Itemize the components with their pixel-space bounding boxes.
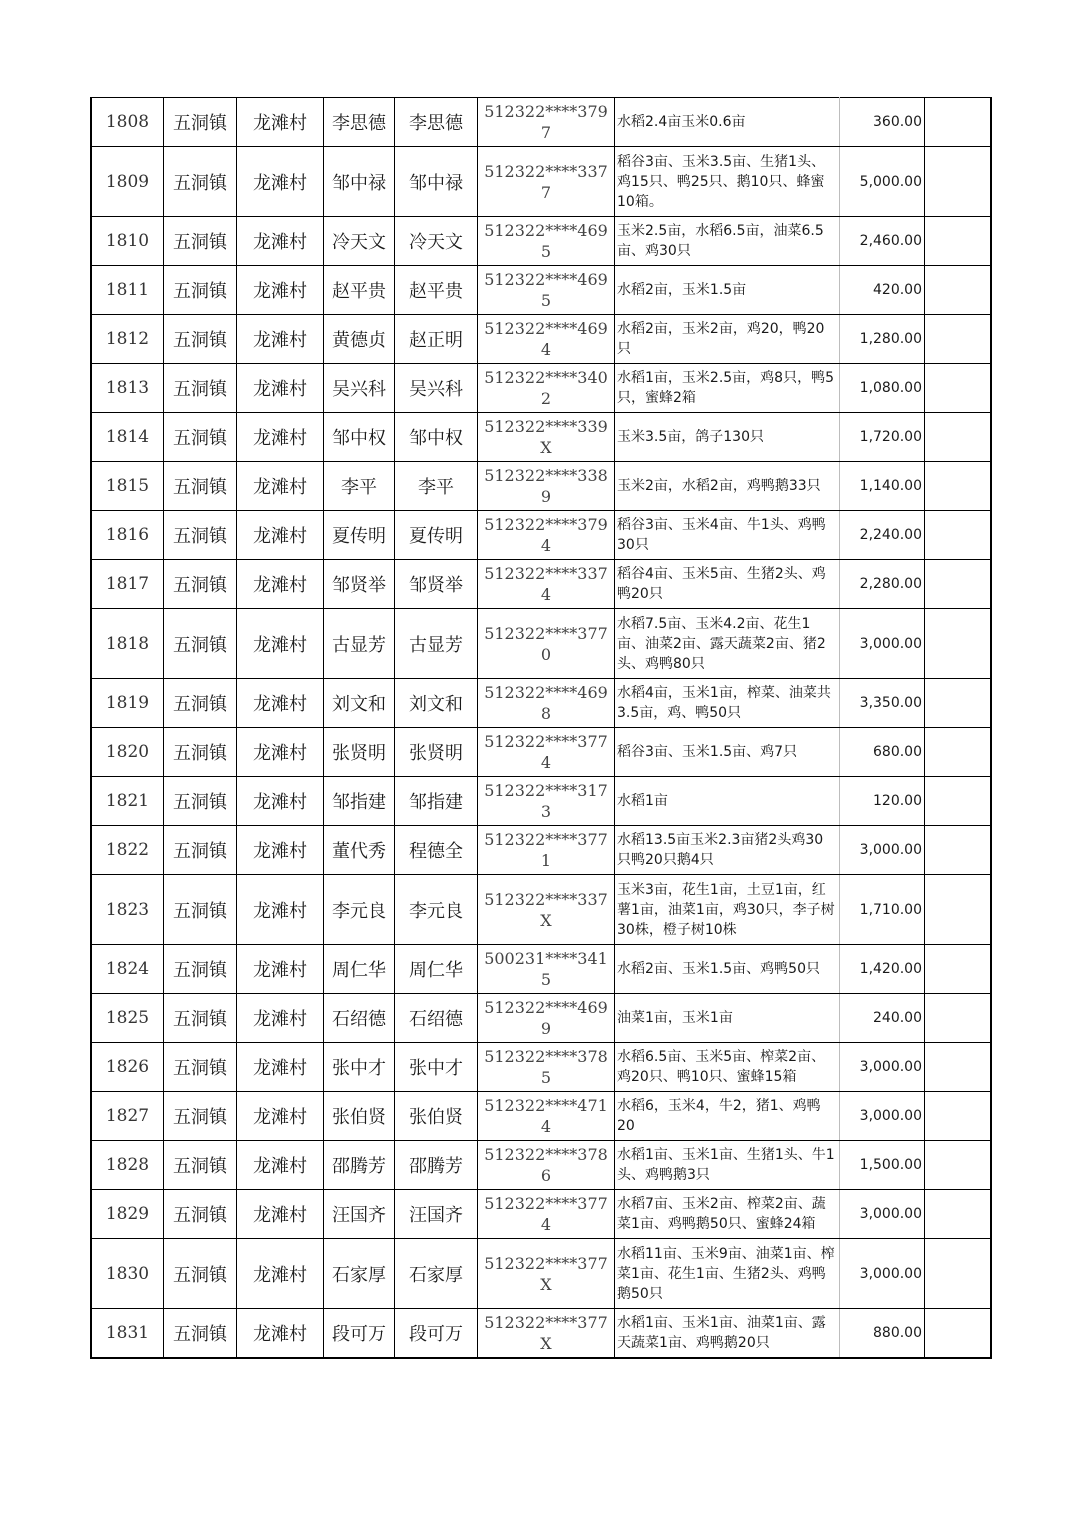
village-cell: 龙滩村: [237, 560, 324, 609]
household-head-cell: 吴兴科: [324, 364, 395, 413]
table-row: [91, 1239, 991, 1309]
town-cell: 五洞镇: [164, 777, 237, 826]
village-cell: 龙滩村: [237, 413, 324, 462]
remarks-cell: [925, 413, 992, 462]
id-number-cell: 512322****4695: [478, 266, 615, 315]
village-cell: 龙滩村: [237, 364, 324, 413]
payee-cell: 冷天文: [395, 217, 478, 266]
payee-cell: 古显芳: [395, 609, 478, 679]
table-row: [91, 1190, 991, 1239]
payee-cell: 吴兴科: [395, 364, 478, 413]
row-number: 1823: [91, 875, 164, 945]
production-detail-cell: 水稻11亩、玉米9亩、油菜1亩、榨菜1亩、花生1亩、生猪2头、鸡鸭鹅50只: [615, 1239, 840, 1309]
table-row: [91, 945, 991, 994]
production-detail-cell: 玉米3.5亩，鸽子130只: [615, 413, 840, 462]
payee-cell: 石绍德: [395, 994, 478, 1043]
amount-cell: 3,000.00: [840, 1239, 925, 1309]
production-detail-cell: 水稻13.5亩玉米2.3亩猪2头鸡30只鸭20只鹅4只: [615, 826, 840, 875]
row-number: 1829: [91, 1190, 164, 1239]
table-row: [91, 217, 991, 266]
household-head-cell: 董代秀: [324, 826, 395, 875]
amount-cell: 240.00: [840, 994, 925, 1043]
row-number: 1826: [91, 1043, 164, 1092]
payee-cell: 石家厚: [395, 1239, 478, 1309]
remarks-cell: [925, 826, 992, 875]
table-row: [91, 609, 991, 679]
town-cell: 五洞镇: [164, 364, 237, 413]
payee-cell: 张伯贤: [395, 1092, 478, 1141]
amount-cell: 5,000.00: [840, 147, 925, 217]
amount-cell: 3,000.00: [840, 609, 925, 679]
household-head-cell: 黄德贞: [324, 315, 395, 364]
remarks-cell: [925, 875, 992, 945]
village-cell: 龙滩村: [237, 1043, 324, 1092]
town-cell: 五洞镇: [164, 413, 237, 462]
production-detail-cell: 水稻1亩: [615, 777, 840, 826]
id-number-cell: 512322****3374: [478, 560, 615, 609]
amount-cell: 1,280.00: [840, 315, 925, 364]
production-detail-cell: 水稻2亩，玉米1.5亩: [615, 266, 840, 315]
row-number: 1818: [91, 609, 164, 679]
town-cell: 五洞镇: [164, 98, 237, 147]
production-detail-cell: 油菜1亩，玉米1亩: [615, 994, 840, 1043]
remarks-cell: [925, 98, 992, 147]
row-number: 1821: [91, 777, 164, 826]
payee-cell: 赵平贵: [395, 266, 478, 315]
production-detail-cell: 水稻1亩、玉米1亩、油菜1亩、露天蔬菜1亩、鸡鸭鹅20只: [615, 1309, 840, 1358]
village-cell: 龙滩村: [237, 462, 324, 511]
production-detail-cell: 水稻4亩，玉米1亩，榨菜、油菜共3.5亩，鸡、鸭50只: [615, 679, 840, 728]
remarks-cell: [925, 266, 992, 315]
table-row: [91, 462, 991, 511]
village-cell: 龙滩村: [237, 1190, 324, 1239]
remarks-cell: [925, 609, 992, 679]
production-detail-cell: 水稻6.5亩、玉米5亩、榨菜2亩、鸡20只、鸭10只、蜜蜂15箱: [615, 1043, 840, 1092]
household-head-cell: 张中才: [324, 1043, 395, 1092]
remarks-cell: [925, 511, 992, 560]
id-number-cell: 512322****4698: [478, 679, 615, 728]
town-cell: 五洞镇: [164, 609, 237, 679]
remarks-cell: [925, 1043, 992, 1092]
remarks-cell: [925, 1309, 992, 1358]
remarks-cell: [925, 777, 992, 826]
village-cell: 龙滩村: [237, 1092, 324, 1141]
table-row: [91, 364, 991, 413]
row-number: 1809: [91, 147, 164, 217]
amount-cell: 420.00: [840, 266, 925, 315]
table-row: [91, 315, 991, 364]
village-cell: 龙滩村: [237, 609, 324, 679]
payee-cell: 李元良: [395, 875, 478, 945]
row-number: 1811: [91, 266, 164, 315]
id-number-cell: 512322****3794: [478, 511, 615, 560]
row-number: 1827: [91, 1092, 164, 1141]
remarks-cell: [925, 1239, 992, 1309]
household-head-cell: 张贤明: [324, 728, 395, 777]
town-cell: 五洞镇: [164, 560, 237, 609]
production-detail-cell: 水稻7.5亩、玉米4.2亩、花生1亩、油菜2亩、露天蔬菜2亩、猪2头、鸡鸭80只: [615, 609, 840, 679]
table-row: [91, 1141, 991, 1190]
town-cell: 五洞镇: [164, 679, 237, 728]
household-head-cell: 赵平贵: [324, 266, 395, 315]
row-number: 1825: [91, 994, 164, 1043]
town-cell: 五洞镇: [164, 1239, 237, 1309]
payee-cell: 李思德: [395, 98, 478, 147]
amount-cell: 3,000.00: [840, 1190, 925, 1239]
table-row: [91, 1309, 991, 1358]
production-detail-cell: 水稻6，玉米4，牛2，猪1、鸡鸭20: [615, 1092, 840, 1141]
village-cell: 龙滩村: [237, 1239, 324, 1309]
amount-cell: 1,500.00: [840, 1141, 925, 1190]
row-number: 1820: [91, 728, 164, 777]
household-table: [90, 97, 992, 1359]
amount-cell: 1,080.00: [840, 364, 925, 413]
town-cell: 五洞镇: [164, 945, 237, 994]
town-cell: 五洞镇: [164, 266, 237, 315]
payee-cell: 张贤明: [395, 728, 478, 777]
amount-cell: 1,720.00: [840, 413, 925, 462]
row-number: 1822: [91, 826, 164, 875]
household-head-cell: 冷天文: [324, 217, 395, 266]
production-detail-cell: 水稻1亩、玉米1亩、生猪1头、牛1头、鸡鸭鹅3只: [615, 1141, 840, 1190]
table-row: [91, 560, 991, 609]
village-cell: 龙滩村: [237, 1309, 324, 1358]
amount-cell: 360.00: [840, 98, 925, 147]
town-cell: 五洞镇: [164, 1043, 237, 1092]
household-head-cell: 李平: [324, 462, 395, 511]
village-cell: 龙滩村: [237, 777, 324, 826]
amount-cell: 2,460.00: [840, 217, 925, 266]
id-number-cell: 512322****377X: [478, 1239, 615, 1309]
id-number-cell: 512322****377X: [478, 1309, 615, 1358]
remarks-cell: [925, 147, 992, 217]
row-number: 1812: [91, 315, 164, 364]
town-cell: 五洞镇: [164, 147, 237, 217]
id-number-cell: 512322****4714: [478, 1092, 615, 1141]
payee-cell: 程德全: [395, 826, 478, 875]
row-number: 1813: [91, 364, 164, 413]
row-number: 1817: [91, 560, 164, 609]
payee-cell: 邹指建: [395, 777, 478, 826]
amount-cell: 1,140.00: [840, 462, 925, 511]
payee-cell: 汪国齐: [395, 1190, 478, 1239]
household-head-cell: 邹指建: [324, 777, 395, 826]
id-number-cell: 512322****4694: [478, 315, 615, 364]
payee-cell: 李平: [395, 462, 478, 511]
remarks-cell: [925, 462, 992, 511]
id-number-cell: 512322****3402: [478, 364, 615, 413]
payee-cell: 邹中禄: [395, 147, 478, 217]
id-number-cell: 512322****3774: [478, 1190, 615, 1239]
amount-cell: 3,000.00: [840, 1043, 925, 1092]
village-cell: 龙滩村: [237, 217, 324, 266]
town-cell: 五洞镇: [164, 511, 237, 560]
production-detail-cell: 水稻2.4亩玉米0.6亩: [615, 98, 840, 147]
household-head-cell: 汪国齐: [324, 1190, 395, 1239]
town-cell: 五洞镇: [164, 217, 237, 266]
town-cell: 五洞镇: [164, 462, 237, 511]
id-number-cell: 512322****3389: [478, 462, 615, 511]
payee-cell: 段可万: [395, 1309, 478, 1358]
table-row: [91, 994, 991, 1043]
table-row: [91, 413, 991, 462]
village-cell: 龙滩村: [237, 511, 324, 560]
row-number: 1824: [91, 945, 164, 994]
household-head-cell: 古显芳: [324, 609, 395, 679]
amount-cell: 2,240.00: [840, 511, 925, 560]
table-row: [91, 511, 991, 560]
id-number-cell: 512322****3774: [478, 728, 615, 777]
row-number: 1810: [91, 217, 164, 266]
village-cell: 龙滩村: [237, 147, 324, 217]
household-head-cell: 李思德: [324, 98, 395, 147]
id-number-cell: 512322****3785: [478, 1043, 615, 1092]
town-cell: 五洞镇: [164, 994, 237, 1043]
id-number-cell: 512322****3786: [478, 1141, 615, 1190]
row-number: 1828: [91, 1141, 164, 1190]
village-cell: 龙滩村: [237, 945, 324, 994]
production-detail-cell: 水稻2亩、玉米1.5亩、鸡鸭50只: [615, 945, 840, 994]
village-cell: 龙滩村: [237, 728, 324, 777]
id-number-cell: 512322****339X: [478, 413, 615, 462]
household-head-cell: 邹贤举: [324, 560, 395, 609]
production-detail-cell: 玉米2.5亩，水稻6.5亩，油菜6.5亩、鸡30只: [615, 217, 840, 266]
production-detail-cell: 水稻2亩，玉米2亩，鸡20，鸭20只: [615, 315, 840, 364]
household-head-cell: 周仁华: [324, 945, 395, 994]
id-number-cell: 512322****3797: [478, 98, 615, 147]
table-row: [91, 266, 991, 315]
town-cell: 五洞镇: [164, 1309, 237, 1358]
household-head-cell: 刘文和: [324, 679, 395, 728]
row-number: 1831: [91, 1309, 164, 1358]
id-number-cell: 512322****3771: [478, 826, 615, 875]
remarks-cell: [925, 679, 992, 728]
payee-cell: 张中才: [395, 1043, 478, 1092]
household-head-cell: 李元良: [324, 875, 395, 945]
remarks-cell: [925, 315, 992, 364]
id-number-cell: 512322****3770: [478, 609, 615, 679]
household-head-cell: 张伯贤: [324, 1092, 395, 1141]
town-cell: 五洞镇: [164, 728, 237, 777]
table-row: [91, 1043, 991, 1092]
row-number: 1808: [91, 98, 164, 147]
village-cell: 龙滩村: [237, 1141, 324, 1190]
household-head-cell: 石家厚: [324, 1239, 395, 1309]
household-head-cell: 段可万: [324, 1309, 395, 1358]
production-detail-cell: 稻谷3亩、玉米3.5亩、生猪1头、鸡15只、鸭25只、鹅10只、蜂蜜10箱。: [615, 147, 840, 217]
remarks-cell: [925, 1190, 992, 1239]
production-detail-cell: 玉米2亩，水稻2亩，鸡鸭鹅33只: [615, 462, 840, 511]
remarks-cell: [925, 217, 992, 266]
household-head-cell: 邹中权: [324, 413, 395, 462]
row-number: 1815: [91, 462, 164, 511]
amount-cell: 1,420.00: [840, 945, 925, 994]
id-number-cell: 512322****337X: [478, 875, 615, 945]
payee-cell: 邹中权: [395, 413, 478, 462]
id-number-cell: 512322****3377: [478, 147, 615, 217]
remarks-cell: [925, 1141, 992, 1190]
payee-cell: 邹贤举: [395, 560, 478, 609]
table-row: [91, 98, 991, 147]
production-detail-cell: 水稻7亩、玉米2亩、榨菜2亩、蔬菜1亩、鸡鸭鹅50只、蜜蜂24箱: [615, 1190, 840, 1239]
id-number-cell: 512322****3173: [478, 777, 615, 826]
town-cell: 五洞镇: [164, 826, 237, 875]
remarks-cell: [925, 1092, 992, 1141]
production-detail-cell: 玉米3亩，花生1亩，土豆1亩，红薯1亩，油菜1亩，鸡30只，李子树30株，橙子树10株: [615, 875, 840, 945]
payee-cell: 赵正明: [395, 315, 478, 364]
town-cell: 五洞镇: [164, 875, 237, 945]
household-head-cell: 邹中禄: [324, 147, 395, 217]
household-head-cell: 石绍德: [324, 994, 395, 1043]
production-detail-cell: 稻谷3亩、玉米4亩、牛1头、鸡鸭30只: [615, 511, 840, 560]
table-row: [91, 826, 991, 875]
remarks-cell: [925, 728, 992, 777]
town-cell: 五洞镇: [164, 315, 237, 364]
village-cell: 龙滩村: [237, 98, 324, 147]
table-row: [91, 1092, 991, 1141]
remarks-cell: [925, 560, 992, 609]
production-detail-cell: 稻谷4亩、玉米5亩、生猪2头、鸡鸭20只: [615, 560, 840, 609]
table-row: [91, 875, 991, 945]
amount-cell: 120.00: [840, 777, 925, 826]
id-number-cell: 512322****4699: [478, 994, 615, 1043]
amount-cell: 3,000.00: [840, 826, 925, 875]
table-body: [91, 98, 991, 1358]
town-cell: 五洞镇: [164, 1092, 237, 1141]
town-cell: 五洞镇: [164, 1141, 237, 1190]
amount-cell: 680.00: [840, 728, 925, 777]
payee-cell: 邵腾芳: [395, 1141, 478, 1190]
household-head-cell: 夏传明: [324, 511, 395, 560]
table-row: [91, 777, 991, 826]
village-cell: 龙滩村: [237, 266, 324, 315]
household-head-cell: 邵腾芳: [324, 1141, 395, 1190]
id-number-cell: 500231****3415: [478, 945, 615, 994]
remarks-cell: [925, 945, 992, 994]
row-number: 1816: [91, 511, 164, 560]
table-row: [91, 728, 991, 777]
village-cell: 龙滩村: [237, 679, 324, 728]
town-cell: 五洞镇: [164, 1190, 237, 1239]
remarks-cell: [925, 364, 992, 413]
production-detail-cell: 水稻1亩，玉米2.5亩，鸡8只，鸭5只，蜜蜂2箱: [615, 364, 840, 413]
amount-cell: 880.00: [840, 1309, 925, 1358]
row-number: 1819: [91, 679, 164, 728]
village-cell: 龙滩村: [237, 315, 324, 364]
amount-cell: 3,000.00: [840, 1092, 925, 1141]
row-number: 1830: [91, 1239, 164, 1309]
amount-cell: 1,710.00: [840, 875, 925, 945]
table-row: [91, 679, 991, 728]
table-row: [91, 147, 991, 217]
village-cell: 龙滩村: [237, 875, 324, 945]
village-cell: 龙滩村: [237, 826, 324, 875]
row-number: 1814: [91, 413, 164, 462]
village-cell: 龙滩村: [237, 994, 324, 1043]
payee-cell: 周仁华: [395, 945, 478, 994]
production-detail-cell: 稻谷3亩、玉米1.5亩、鸡7只: [615, 728, 840, 777]
id-number-cell: 512322****4695: [478, 217, 615, 266]
amount-cell: 3,350.00: [840, 679, 925, 728]
payee-cell: 夏传明: [395, 511, 478, 560]
remarks-cell: [925, 994, 992, 1043]
payee-cell: 刘文和: [395, 679, 478, 728]
amount-cell: 2,280.00: [840, 560, 925, 609]
